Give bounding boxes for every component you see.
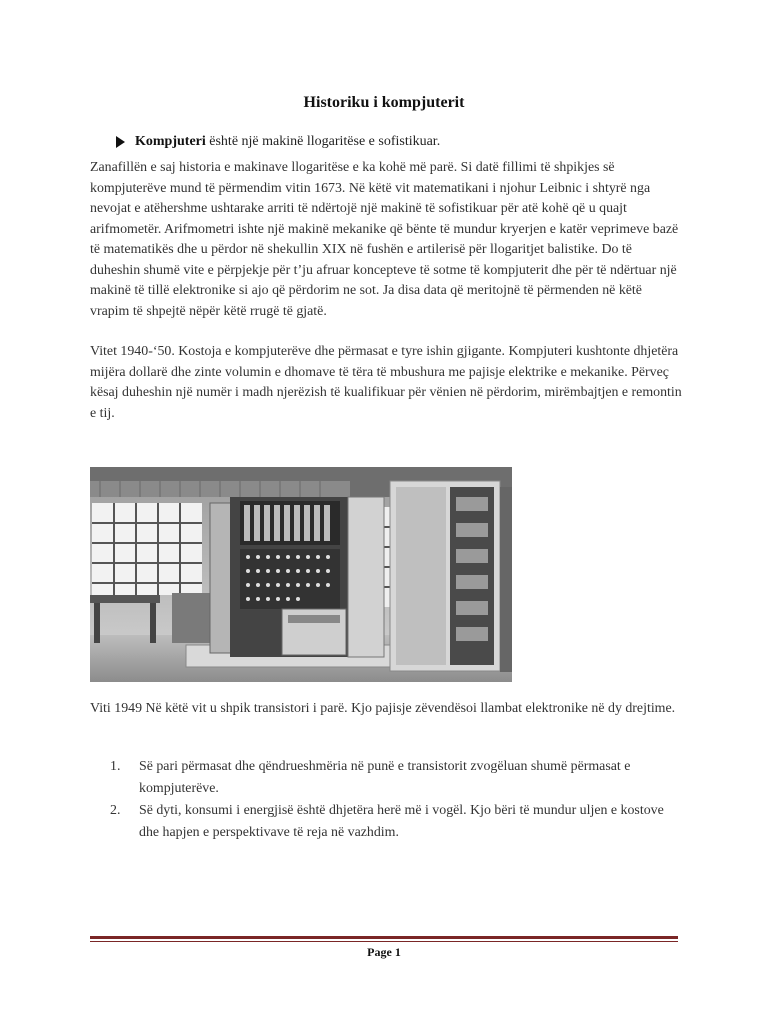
footer-divider-thick: [90, 936, 678, 939]
arrow-bullet-icon: [116, 136, 125, 148]
paragraph-1940s: Vitet 1940-‘50. Kostoja e kompjuterëve dhe përmasat e tyre ishin gjigante. Kompjuteri kushtonte dhjetëra mijëra dollarë dhe zinte volumin e dhomave të tëra të mbushura me pajisje elektrike e mekanike. Përveç kësaj duheshin një numër i madh njerëzish të kualifikuar për vënien në përdorim, mirëmbajtjen e remontin e tij.: [90, 344, 682, 421]
list-text: Së dyti, konsumi i energjisë është dhjetëra herë më i vogël. Kjo bëri të mundur uljen e kostove dhe hapjen e perspektivave të reja në vazhdim.: [139, 803, 664, 840]
document-title: Historiku i kompjuterit: [303, 94, 465, 111]
bullet-bold-term: Kompjuteri: [135, 134, 206, 149]
footer-divider: [90, 936, 678, 942]
list-text: Së pari përmasat dhe qëndrueshmëria në punë e transistorit zvogëluan shumë përmasat e kompjuterëve.: [139, 759, 631, 796]
bullet-rest: është një makinë llogaritëse e sofistikuar.: [205, 134, 441, 149]
computer-photo: [90, 467, 512, 682]
bullet-item: [116, 134, 440, 150]
list-item: [110, 800, 670, 844]
paragraph-history: Zanafillën e saj historia e makinave llogaritëse e ka kohë më parë. Si datë fillimi të shpikjes së kompjuterëve mund të përmendim vitin 1673. Në këtë vit matematikani i njohur Leibnic i shtyrë nga nevojat e atëhershme ushtarake arriti të ndërtojë një makinë të sofistikuar për atë kohë që u quajt arifmometër. Arifmometri ishte një makinë mekanike që bënte të mundur kryerjen e katër veprimeve bazë të matematikës dhe u përdor në shekullin XIX në fushën e artilerisë për llogaritjet balistike. Do të duheshin shumë vite e përpjekje për t’ju afruar koncepteve të sotme të kompjuterit dhe për të ndërtuar një makinë të tillë elektronike si ajo që përdorim ne sot. Ja disa data që meritojnë të përmenden në këtë vrapim të shpejtë nëpër këtë rrugë të gjatë.: [90, 160, 679, 319]
list-item: [110, 756, 670, 800]
list-number: 1.: [110, 759, 121, 774]
list-number: 2.: [110, 803, 121, 818]
paragraph-1949: Viti 1949 Në këtë vit u shpik transistori i parë. Kjo pajisje zëvendësoi llambat elektronike në dy drejtime.: [90, 701, 676, 716]
numbered-list: [110, 756, 670, 844]
page-number: Page 1: [367, 945, 401, 959]
footer-divider-thin: [90, 941, 678, 942]
bullet-text: [135, 134, 440, 150]
